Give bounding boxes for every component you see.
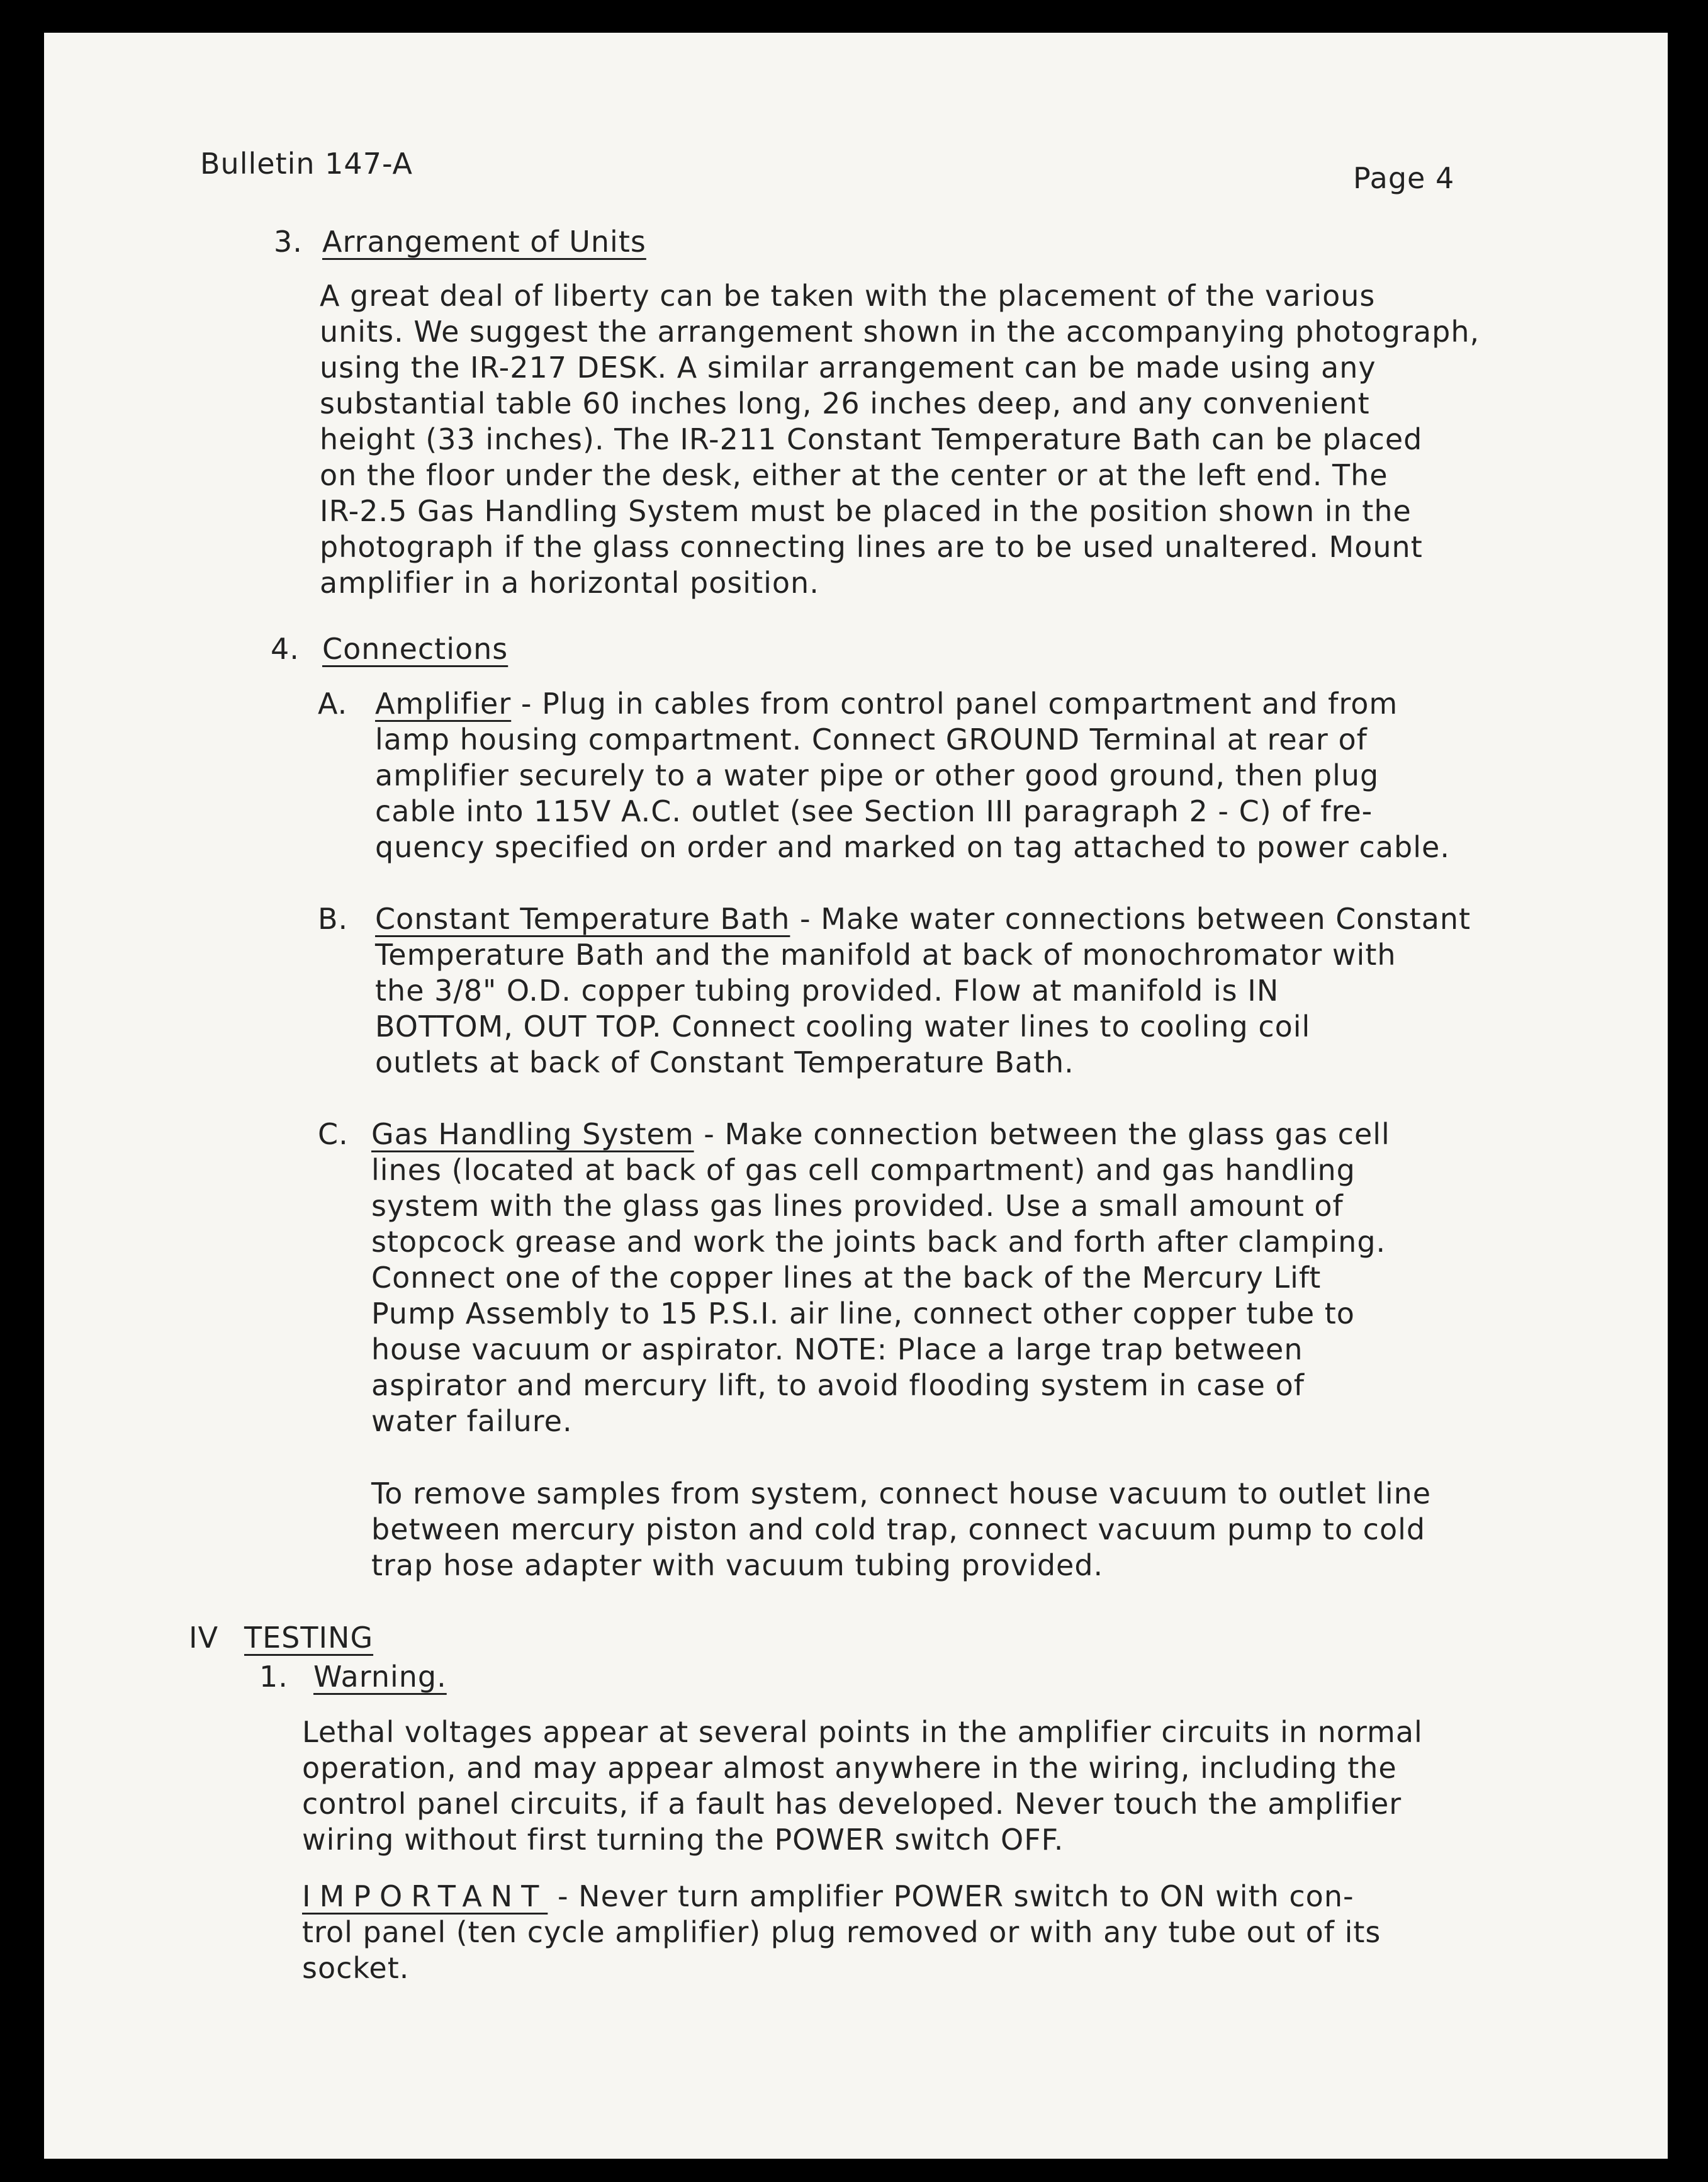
paragraph-line: trol panel (ten cycle amplifier) plug removed or with any tube out of its <box>302 1915 1381 1949</box>
item-b-label: Constant Temperature Bath <box>375 902 790 936</box>
paragraph-line: substantial table 60 inches long, 26 inches deep, and any convenient <box>320 386 1370 420</box>
paragraph-line: amplifier securely to a water pipe or other good ground, then plug <box>375 758 1379 792</box>
paragraph-line: photograph if the glass connecting lines are to be used unaltered. Mount <box>320 530 1423 564</box>
paragraph-line: socket. <box>302 1951 410 1985</box>
page-number: Page 4 <box>1353 161 1455 195</box>
paragraph-line: on the floor under the desk, either at the center or at the left end. The <box>320 458 1388 492</box>
paragraph-line: cable into 115V A.C. outlet (see Section III paragraph 2 - C) of fre- <box>375 794 1373 828</box>
item-a-first-line-rest: - Plug in cables from control panel compartment and from <box>511 687 1398 721</box>
paragraph-line: system with the glass gas lines provided. Use a small amount of <box>371 1189 1344 1223</box>
item-b-first-line <box>375 901 1471 937</box>
paragraph-line: BOTTOM, OUT TOP. Connect cooling water lines to cooling coil <box>375 1009 1311 1043</box>
paragraph-line: water failure. <box>371 1404 573 1438</box>
section-3-title: Arrangement of Units <box>322 225 646 259</box>
important-label: IMPORTANT <box>302 1879 548 1913</box>
section-4-number: 4. <box>271 632 300 666</box>
important-first-line-rest: - Never turn amplifier POWER switch to ON with con- <box>548 1879 1354 1913</box>
paragraph-line: aspirator and mercury lift, to avoid flooding system in case of <box>371 1368 1305 1402</box>
paragraph-line: house vacuum or aspirator. NOTE: Place a large trap between <box>371 1332 1303 1366</box>
paragraph-line: Temperature Bath and the manifold at back of monochromator with <box>375 938 1396 972</box>
item-b-first-line-rest: - Make water connections between Constant <box>790 902 1471 936</box>
paragraph-line: the 3/8" O.D. copper tubing provided. Flow at manifold is IN <box>375 974 1279 1008</box>
paragraph-line: Lethal voltages appear at several points in the amplifier circuits in normal <box>302 1715 1423 1749</box>
item-c-letter: C. <box>318 1117 349 1151</box>
paragraph-line: wiring without first turning the POWER switch OFF. <box>302 1823 1064 1857</box>
paragraph-line: operation, and may appear almost anywhere in the wiring, including the <box>302 1751 1397 1785</box>
item-a-letter: A. <box>318 687 348 721</box>
paragraph-line: stopcock grease and work the joints back and forth after clamping. <box>371 1225 1386 1259</box>
paragraph-line: To remove samples from system, connect house vacuum to outlet line <box>371 1476 1432 1510</box>
section-iv-title: TESTING <box>244 1621 374 1655</box>
paragraph-line: between mercury piston and cold trap, connect vacuum pump to cold <box>371 1512 1426 1546</box>
paragraph-line: using the IR-217 DESK. A similar arrangement can be made using any <box>320 351 1376 385</box>
paragraph-line: units. We suggest the arrangement shown in the accompanying photograph, <box>320 315 1480 349</box>
item-c-first-line-rest: - Make connection between the glass gas cell <box>694 1117 1390 1151</box>
item-a-first-line <box>375 686 1398 722</box>
paragraph-line: lamp housing compartment. Connect GROUND Terminal at rear of <box>375 723 1368 756</box>
paragraph-line: Pump Assembly to 15 P.S.I. air line, connect other copper tube to <box>371 1296 1355 1330</box>
section-4-title: Connections <box>322 632 508 666</box>
paragraph-line: control panel circuits, if a fault has developed. Never touch the amplifier <box>302 1787 1402 1821</box>
paragraph-line: height (33 inches). The IR-211 Constant Temperature Bath can be placed <box>320 422 1423 456</box>
paragraph-line: Connect one of the copper lines at the back of the Mercury Lift <box>371 1261 1322 1295</box>
paragraph-line: amplifier in a horizontal position. <box>320 566 819 600</box>
item-c-first-line <box>371 1116 1390 1152</box>
bulletin-number: Bulletin 147-A <box>200 147 413 181</box>
paragraph-line: IR-2.5 Gas Handling System must be placed in the position shown in the <box>320 494 1412 528</box>
section-3-number: 3. <box>274 225 303 259</box>
item-1-number: 1. <box>259 1660 288 1694</box>
important-first-line <box>302 1879 1354 1915</box>
item-1-title: Warning. <box>313 1660 447 1694</box>
paragraph-line: lines (located at back of gas cell compartment) and gas handling <box>371 1153 1356 1187</box>
item-a-label: Amplifier <box>375 687 512 721</box>
paragraph-line: A great deal of liberty can be taken with the placement of the various <box>320 279 1376 313</box>
item-b-letter: B. <box>318 902 349 936</box>
section-iv-numeral: IV <box>189 1621 219 1655</box>
paragraph-line: quency specified on order and marked on tag attached to power cable. <box>375 830 1450 864</box>
item-c-label: Gas Handling System <box>371 1117 694 1151</box>
paragraph-line: trap hose adapter with vacuum tubing provided. <box>371 1548 1104 1582</box>
paragraph-line: outlets at back of Constant Temperature Bath. <box>375 1045 1074 1079</box>
